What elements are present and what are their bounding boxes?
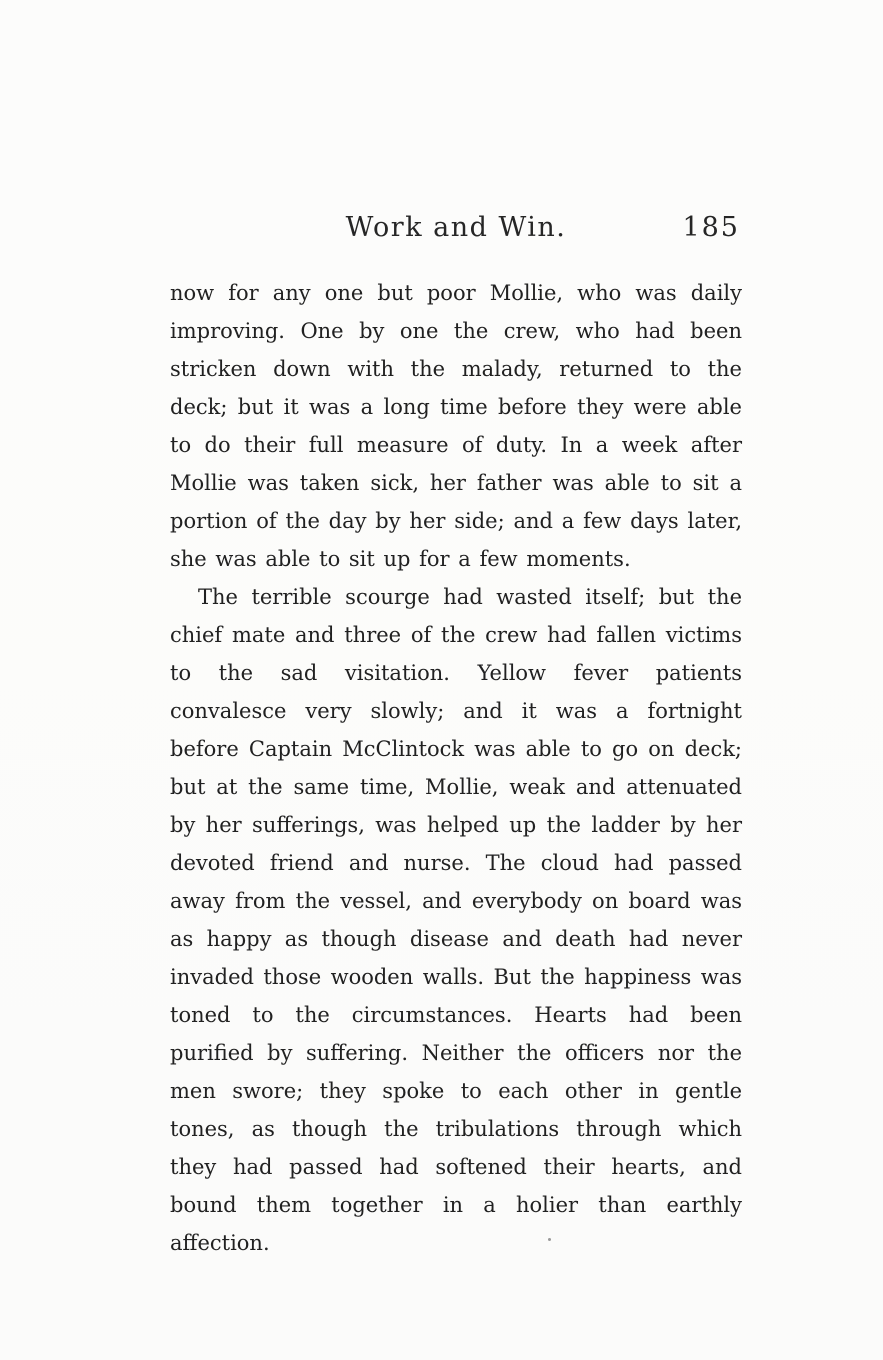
text-block xyxy=(170,212,742,1262)
running-head xyxy=(170,212,742,256)
page-number: 185 xyxy=(682,212,740,243)
paragraph: The terrible scourge had wasted itself; but the chief mate and three of the crew had fallen victims to the sad visitation. Yellow fever patients convalesce very slowly; and it was a fortnight before Captain McClintock was able to go on deck; but at the same time, Mollie, weak and attenuated by her sufferings, was helped up the ladder by her devoted friend and nurse. The cloud had passed away from the vessel, and everybody on board was as happy as though disease and death had never invaded those wooden walls. But the happiness was toned to the circumstances. Hearts had been purified by suffering. Neither the officers nor the men swore; they spoke to each other in gentle tones, as though the tribulations through which they had passed had softened their hearts, and bound them together in a holier than earthly affection. xyxy=(170,585,742,1255)
scan-speck xyxy=(548,1238,551,1241)
page-title: Work and Win. xyxy=(345,212,567,243)
body-text xyxy=(170,274,742,1262)
paragraph: now for any one but poor Mollie, who was daily improving. One by one the crew, who had been stricken down with the malady, returned to the deck; but it was a long time before they were able to do their full measure of duty. In a week after Mollie was taken sick, her father was able to sit a portion of the day by her side; and a few days later, she was able to sit up for a few moments. xyxy=(170,281,742,571)
